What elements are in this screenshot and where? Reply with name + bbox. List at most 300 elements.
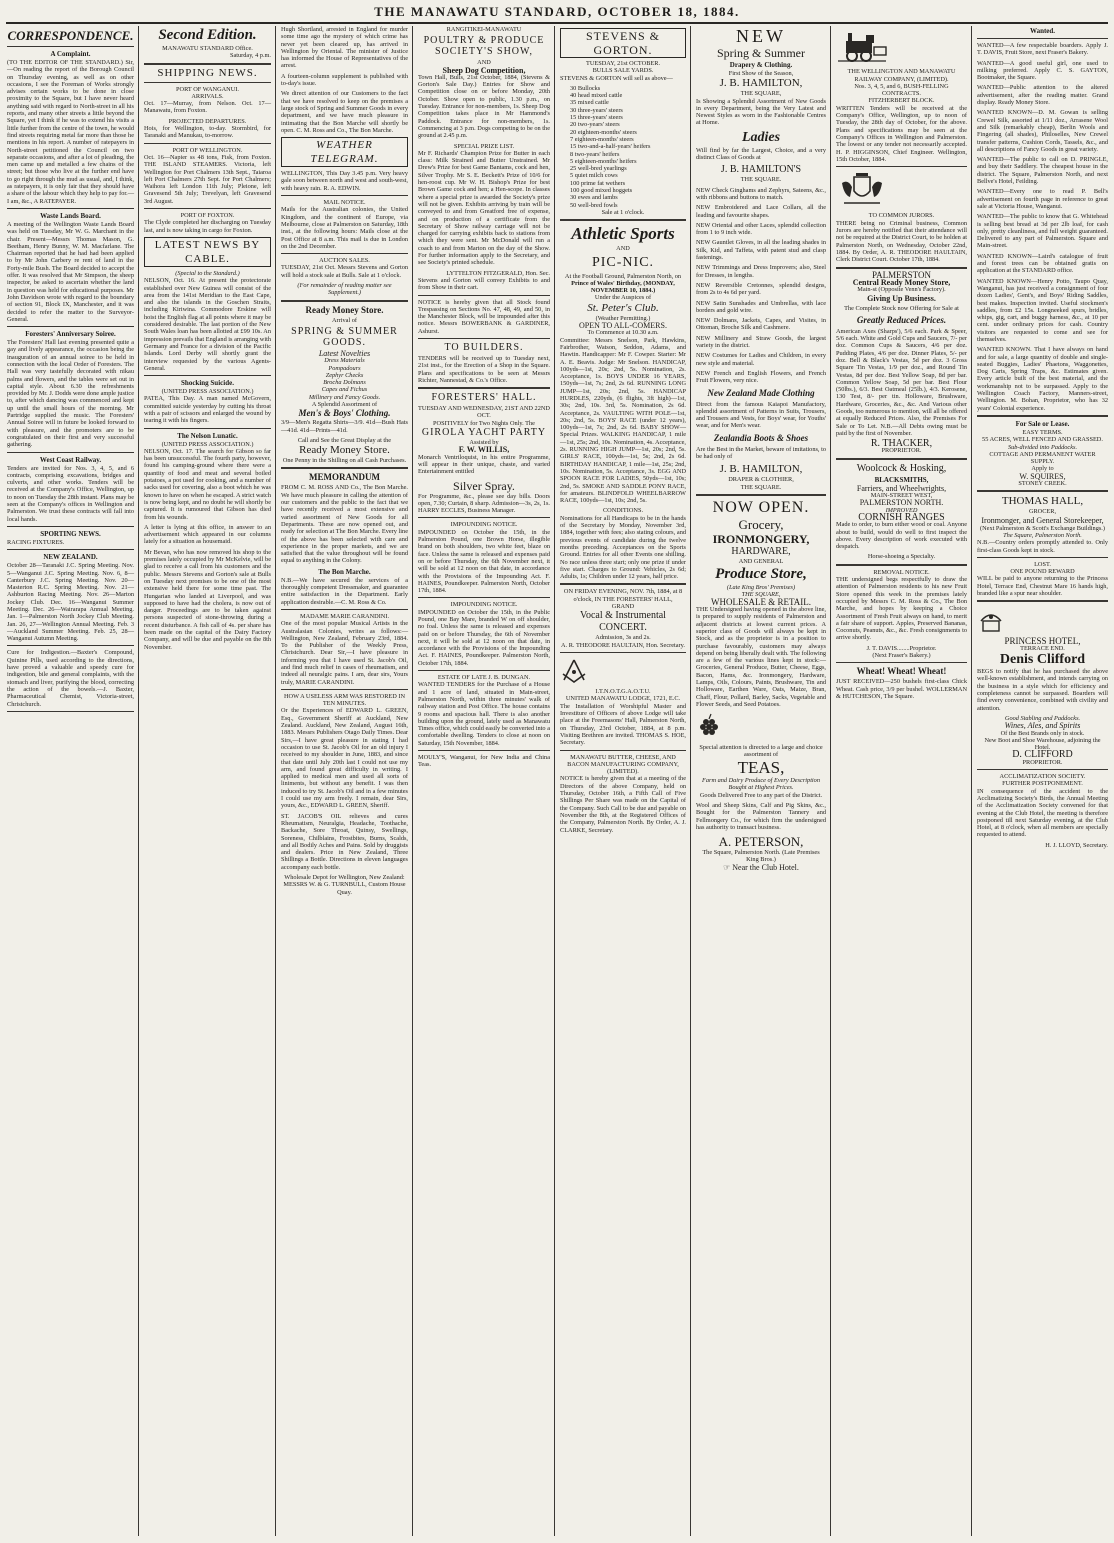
sports-where: At the Football Ground, Palmerston North, on	[564, 272, 682, 280]
list-item: NEW Check Ginghams and Zephyrs, Sateens, &c., with ribbons and buttons to match.	[696, 186, 826, 201]
list-item: 20 two-years' steers	[570, 121, 620, 129]
list-item: 50 well-bred fowls	[570, 201, 618, 209]
picnic: PIC-NIC.	[591, 254, 655, 270]
concert-admission: Admission, 3s and 2s.	[595, 634, 651, 642]
port-heading: PORT OF WANGANUI.	[176, 85, 239, 93]
article	[7, 530, 134, 550]
wool-text: Wool and Sheep Skins, Calf and Pig Skins, &c., Bought for the Palmerston Tannery and Fellmongery Co., for which firm the undersigned has authority to transact business.	[696, 802, 826, 831]
pointing-hand-icon: ☞	[723, 862, 733, 872]
nz-clothing: New Zealand Made Clothing	[707, 387, 815, 398]
prize-title: SPECIAL PRIZE LIST.	[453, 142, 515, 150]
concert-secretary: A. R. THEODORE HAULTAIN, Hon. Secretary.	[561, 641, 685, 649]
hall-nb: N.B.—Country orders promptly attended to. Only first-class Goods kept in stock.	[977, 539, 1108, 554]
boot-store: New Boot and Shoe Warehouse, adjoining the Hotel.	[984, 736, 1101, 752]
builders-text: TENDERS will be received up to Tuesday next, 21st inst., for the Erection of a Shop in the Square. Plans and specifications to be seen at Messrs Richter, Nannestad, & Co.'s Office.	[418, 354, 550, 384]
society-title: POULTRY & PRODUCE SOCIETY'S SHOW,	[423, 35, 545, 58]
memo-title: MEMORANDUM	[309, 472, 380, 483]
estate-title: ESTATE OF LATE J. B. DUNGAN.	[437, 674, 531, 682]
divider	[144, 428, 271, 429]
article	[7, 456, 134, 527]
divider	[7, 549, 134, 550]
divider	[977, 557, 1108, 558]
list-item: NEW Reversible Cretonnes, splendid designs, from 2s to 4s 6d per yard.	[696, 281, 826, 297]
accl-title: ACCLIMATIZATION SOCIETY.	[999, 773, 1086, 781]
column-rule	[830, 26, 831, 1536]
reward: ONE POUND REWARD	[1010, 568, 1075, 576]
divider	[836, 267, 967, 269]
divider	[7, 208, 134, 209]
useless-title: HOW A USELESS ARM WAS RESTORED IN TEN MINUTES.	[283, 692, 406, 708]
sports-text: Committee: Messrs Snelson, Park, Hawkins, Fairbrother, Watson, Seddon, Adams, and Hawtin. Handicapper: Mr F. Cowper. Starter: Mr A. E. Beavis. Judge: Mr Snelson. HANDICAP, 100yds—1st, 20s; 2nd, 5s. Nomination, 2s. Acceptance, 1s. BOYS UNDER 16 YEARS, 150yds—1st, 7s; 2nd, 2s 6d. RUNNING LONG JUMP—1st, 20s; 2nd, 5s. HANDICAP HURDLES, 220yds, (6 flights, 3ft high)—1st, 30s; 2nd, 10s. 3rd, 5s. Nomination, 2s 6d. Acceptance, 2s. VAULTING WITH POLE—1st, 20s; 2nd, 5s. BOYS' RACE (under 12 years), 100yds—1st, 7s; 2nd, 2s 6d. BABY SHOW—Special Prizes. WALKING HANDICAP, 1 mile—1st, 25s; 2nd, 10s. Nomination, 4s. Acceptance, 2s. RUNNING HIGH JUMP—1st, 20s; 2nd, 5s. GIRLS' RACE, 100yds—1st, 5s; 2nd, 2s 6d. BIRTHDAY HANDICAP, 1 mile—1st, 25s; 2nd, 10s. Nomination, 5s. Acceptance, 3s. EGG AND SPOON RACE FOR LADIES, 50yds—1st, 10s; 2nd, 5s. SMOKE AND SADDLE PONY RACE, for amateurs. BLINDFOLD WHEELBARROW RACE, 100yds—1st, 10s; 2nd, 5s.	[560, 336, 686, 505]
lodge-order: I.T.N.O.T.G.A.O.T.U.	[595, 688, 651, 696]
hall-spray: Silver Spray.	[453, 478, 515, 493]
madame-text: One of the most popular Musical Artists in the Australasian Colonies, writes as follows:—Wellington, New Zealand, February 23rd, 1884. To the Publisher of the Weekly Press, Christchurch. Dear Sir,—I have pleasure in informing you that I have used St. Jacob's Oil, and find much relief in cases of rheumatism, and indeed all neuralgic pains. I am, dear sirs, Yours truly, MARIE CARANDINI.	[281, 620, 408, 686]
brands: Of the Best Brands only in stock.	[1000, 729, 1085, 737]
list-item: 7 eighteen-months' steers	[570, 135, 634, 143]
lodge-text: The Installation of Worshipful Master and Investiture of Officers of above Lodge will take place at the Freemasons' Hall, Palmerston North, on Thursday, 23rd October, 1884, at 8 p.m. Visiting Brethren are invited. THOMAS S. HOE, Secretary.	[560, 702, 686, 747]
railway-title: THE WELLINGTON AND MANAWATU RAILWAY COMPANY, (LIMITED).	[847, 68, 956, 83]
produce-store: Produce Store,	[715, 566, 807, 583]
club: St. Peter's Club.	[587, 301, 659, 314]
thacker: R. THACKER,	[870, 438, 933, 450]
divider	[144, 82, 271, 83]
article-title: SPORTING NEWS.	[40, 529, 101, 538]
wines: Wines, Ales, and Spirits	[1004, 721, 1081, 731]
now-open: NOW OPEN.	[712, 498, 810, 516]
first-show: First Show of the Season,	[728, 70, 794, 77]
hall-footer: For Programme, &c., please see day bills. Doors open, 7.30; Curtain, 8 sharp. Admission—3s, 2s, 1s. HARRY ECCLES, Business Manager.	[418, 492, 550, 515]
list-item: NEW Trimmings and Dress Improvers; also, Steel for Dresses, in lengths.	[696, 264, 826, 279]
arrivals-text: Oct. 17—Murray, from Nelson. Oct. 17—Manawatu, from Foxton.	[144, 100, 271, 115]
block: FITZHERBERT BLOCK.	[868, 97, 935, 105]
jurors-title: TO COMMON JURORS.	[868, 212, 935, 220]
column-rule	[971, 26, 972, 1536]
divider	[281, 253, 408, 254]
square-line: THE SQUARE.	[740, 483, 782, 491]
terrace: TERRACE END.	[1020, 644, 1065, 652]
divider	[144, 375, 271, 376]
society-text: Town Hall, Bulls, 21st October, 1884, (Stevens & Gorton's Sale Day.) Entries for Show and Competition close on or before Monday, 20th October. Show open to public, 1.30 p.m., on Tuesday. Entrance for non-members, 1s. Sheep Dog Competition takes place in Mr Hammond's Paddock. Entrance for non-members, 1s. Commencing at 3 p.m. Dogs competing to be on the ground at 2.45 p.m.	[418, 73, 550, 140]
palmerston: PALMERSTON	[871, 269, 932, 280]
stevens-sale: BULLS SALE YARDS.	[592, 67, 654, 75]
list-item: WANTED KNOWN—Laird's catalogue of fruit and forest trees can be obtained gratis on application at the STANDARD office.	[977, 252, 1108, 275]
divider	[7, 452, 134, 453]
list-item: WANTED—The public to know that G. Whitehead is selling best bread at 3d per 2lb loaf, for cash only, pretty cleanliness, and full weight guaranteed. Delivered to any part of Palmerston. Square and Main-street.	[977, 213, 1108, 250]
lodge-title: UNITED MANAWATU LODGE, 1721, E.C.	[565, 695, 681, 703]
concert-when: ON FRIDAY EVENING, NOV. 7th, 1884, at 8 o'clock, IN THE FORESTERS' HALL,	[563, 588, 683, 603]
list-item: 5 eighteen-months' heifers	[570, 157, 637, 165]
supplement-text: A fourteen-column supplement is published with to-day's issue.	[281, 72, 408, 88]
horse: Horse-shoeing a Specialty.	[867, 553, 936, 561]
column-1	[4, 26, 137, 1538]
davis-next: (Next Fraser's Bakery.)	[872, 652, 931, 659]
date-line: Saturday, 4 p.m.	[229, 52, 271, 60]
hall-text: Monarch Ventriloquist, in his entire Programme, will appear in their unique, chaste, and varied Entertainment entitled	[418, 453, 550, 476]
divider	[696, 494, 826, 496]
list-item: 30 Bullocks	[570, 84, 601, 92]
wheat-text: JUST RECEIVED—250 bushels first-class Chick Wheat. Cash price, 3/9 per bushel. WOLLERMAN & HUTCHESON, The Square.	[836, 678, 967, 700]
conditions-title: CONDITIONS.	[602, 507, 644, 515]
giving-up: Giving Up Business.	[867, 294, 936, 304]
hall-square: The Square, Palmerston North.	[1003, 531, 1082, 539]
list-item: 30 three-years' steers	[570, 106, 623, 114]
square-line: THE SQUARE,	[740, 90, 782, 98]
hall-willis: F. W. WILLIS,	[458, 445, 510, 455]
departures-label: PROJECTED DEPARTURES.	[168, 117, 247, 125]
divider	[560, 652, 686, 653]
column-4	[415, 26, 553, 1538]
divider	[281, 689, 408, 690]
rms-name: Ready Money Store.	[299, 444, 390, 457]
letter-text: A letter is lying at this office, in answer to an advertisement which appeared in our columns lately for a situation as housemaid.	[144, 523, 271, 546]
hamiltons-name: J. B. HAMILTON'S	[720, 164, 802, 176]
near-club-text: Near the Club Hotel.	[732, 862, 799, 872]
misc-text: Mr Bevan, who has now removed his shop to the premises lately occupied by Mr McKelvie, will be glad to receive a call from his customers and the public. Messrs Stevens and Gorton's sale at Bulls on Tuesday next promises to be one of the most extensive held there for some time past. The Hungarian who landed at Liverpool, and was supposed to have had the cholera, is now out of danger. Proceedings are to be taken against persons suspected of stone-throwing during a recent disturbance. A fish call of 4s. per share has been made on the capital of the Dairy Factory Company, and will be due and payable on the 8th November.	[144, 548, 271, 651]
hamilton-name: J. B. HAMILTON,	[719, 463, 803, 476]
grapes-icon	[696, 713, 724, 739]
stevens-date: TUESDAY, 21st OCTOBER.	[585, 60, 661, 67]
weather-text: WELLINGTON, This Day 3.45 p.m. Very heavy gale soon between north and west and south-west, with heavy rain. R. A. EDWIN.	[281, 170, 408, 192]
port-heading: PORT OF WELLINGTON.	[172, 146, 243, 154]
divider	[144, 63, 271, 65]
list-item: WANTED—The public to call on D. PRINGLE, and buy their Saddlery. The cheapest house in the district. The Square, Palmerston North, and next Bellve's Hotel, Feilding.	[977, 156, 1108, 186]
hall-dates: TUESDAY AND WEDNESDAY, 21ST AND 22ND OCT.	[418, 405, 550, 420]
divider	[418, 670, 550, 671]
list-item: 30 ewes and lambs	[570, 194, 618, 202]
list-item: WANTED—Every one to read P. Bell's advertisement on fourth page in reference to great sale at Victoria House, Wanganui.	[977, 188, 1108, 210]
subdivided: Sub-divided into Paddocks.	[1007, 443, 1078, 451]
cornish: CORNISH RANGES	[858, 511, 945, 523]
rms-call: Call and See the Great Display at the	[297, 436, 392, 444]
boots-heading: Zealandia Boots & Shoes	[713, 432, 809, 443]
davis: J. T. DAVIS........Proprietor.	[866, 644, 937, 652]
stevens-title: STEVENS & GORTON.	[560, 28, 686, 58]
removal-title: REMOVAL NOTICE.	[873, 568, 930, 576]
article	[7, 649, 134, 711]
hall-party: GIROLA YACHT PARTY	[421, 427, 547, 439]
divider	[836, 662, 967, 663]
divider	[560, 750, 686, 751]
auction-note: (For remainder of reading matter see Supplement.)	[297, 282, 392, 297]
article-text: Tenders are invited for Nos. 3, 4, 5, and 6 contracts, comprising excavations, bridges and culverts, and other works. Tenders will be received at the Company's Office, Wellington, up to noon on Tuesday the 28th instant. Plans may be seen at the Company's offices in Wellington and Palmerston. We trust these contracts will fall into local hands.	[7, 464, 134, 523]
col1-articles	[7, 50, 134, 712]
clifford-text: BEGS to notify that he has purchased the above well-known establishment, and intends carrying on the business in a style which for efficiency and completeness cannot be surpassed. Boarders will find every convenience, combined with civility and attention.	[977, 668, 1108, 712]
lunatic-text: NELSON, Oct. 17. The search for Gibson so far has been unsuccessful. The fourth party, however, found his camping-ground where there were a quantity of food and meat and several boiled potatoes, a pot used for cooking, and a number of sacks used for covering, also a boot which he was known to have on when he escaped. A strict watch is now being kept, and no doubt he will shortly be captured. It is rumoured that Gibson has died from his wounds.	[144, 447, 271, 521]
column-3	[278, 26, 411, 1538]
port-text: The Clyde completed her discharging on Tuesday last, and is now taking in cargo for Foxton.	[144, 219, 271, 234]
column-8	[974, 26, 1111, 1538]
weather-title: WEATHER TELEGRAM.	[281, 137, 408, 167]
memo-text: FROM C. M. ROSS AND Co., The Bon Marche. We have much pleasure in calling the attention of our customers and the public to the fact that we have recently received a most extensive and varied assortment of New Goods for all Departments. These are now opened out, and ready for selection at The Bon Marche. Every line of the above has been selected with care and experience in the proper markets, and we are satisfied that the value throughout will be found equal to anything in the Colony.	[281, 484, 408, 565]
grocery: Grocery,	[738, 516, 784, 532]
removal-text: THE undersigned begs respectfully to draw the attention of Palmerston residents to his new Fruit Store opened this week in the premises lately occupied by Messrs C. M. Ross & Co., The Bon Marche, and hopes by keeping a Choice Assortment of Fresh Fruit always on hand, to merit a fair share of support. Apples, Preserved Bananas, Coconuts, Peanuts, &c., &c. Fresh consignments to arrive shortly.	[836, 576, 967, 642]
rms-novelties: Latest Novelties	[318, 348, 371, 358]
peterson-text: THE Undersigned having opened in the above line, is prepared to supply residents of Palmerston and adjacent districts at lowest current prices. A superior class of Goods will always be kept in Stock, and as the proprietor is in a position to purchase favourably, customers may always depend on being liberally dealt with. The following are a few of the various lines kept in stock:—Groceries, General Produce, Butter, Cheese, Eggs, Bacon, Hams, &c. Ironmongery, Hardware, Lamps, Oils, Colours, Paints, Brushware, Tin and Holloware, Earthen Ware, Oats, Maize, Bran, Chaff, Flour, Pollard, Barley, Sacks, Vegetable and Flower Seeds, and Seed Potatoes.	[696, 606, 826, 708]
list-item: NEW French and English Flowers, and French Fruit Flowers, very nice.	[696, 369, 826, 385]
spring-heading: Spring & Summer	[716, 46, 805, 60]
column-7	[833, 26, 970, 1538]
article	[7, 50, 134, 209]
article-text: The Foresters' Hall last evening presented quite a gay and lively appearance, the occasion being the inauguration of an annual soiree to be held in connection with the local Order of Foresters. The Hall was very tastefully decorated with nikau palms and flowers, and the tables were set out in capital style. About 6.30 the refreshments provided by Mr. J. Dodds were done ample justice to, after which dancing was commenced and kept up until the small hours of the morning. Mr Partridge supplied the music. The Foresters' Annual Soiree will in future be looked forward to with pleasure, and the promoters are to be congratulated on their first and very successful gathering.	[7, 339, 134, 449]
lunatic-sub: (UNITED PRESS ASSOCIATION.)	[161, 440, 254, 448]
woolcock: Woolcock & Hosking,	[856, 462, 947, 474]
square-line: THE SQUARE,	[741, 591, 781, 599]
list-item: NEW Embroidered and Lace Collars, all the leading and favourite shapes.	[696, 204, 826, 219]
delivered: Goods Delivered Free to any part of the District.	[699, 791, 823, 799]
article-title: A Complaint.	[50, 50, 91, 58]
divider	[7, 645, 134, 646]
conditions-text: Nominations for all Handicaps to be in the hands of the Secretary by Monday, November 3rd, 1884, together with fees; also stating colours, and previous events of candidate during the twelve months preceding. Acceptances on the Sports Ground. Entries for all other Events one shilling. No race unless three start; only one prize if under five start. Charges to Ground: Vehicles, 2s 6d; Adults, 1s; Children under 12 years, half price.	[560, 514, 686, 581]
hall-next: (Next Palmerston & Scott's Exchange Buildings.)	[980, 524, 1105, 532]
list-item: 25 well-bred yearlings	[570, 165, 627, 173]
masonic-emblem-icon	[560, 658, 588, 684]
impound-title: IMPOUNDING NOTICE.	[450, 601, 518, 609]
second-edition-heading: Second Edition.	[158, 27, 257, 43]
hamilton-name: J. B. HAMILTON,	[719, 77, 803, 90]
intro-text: Hugh Shortland, arrested in England for murder some time ago the mystery of which crime has never yet been cleared up, has arrived in Wellington by Oriental. The minister of Justice has informed the House of Representatives of the arrest.	[281, 26, 408, 70]
divider	[144, 143, 271, 144]
departures-text: Hois, for Wellington, to-day. Stormbird, for Taranaki and Manukau, to-morrow.	[144, 125, 271, 140]
auction-title: AUCTION SALES.	[319, 257, 370, 265]
lost: LOST.	[1034, 560, 1051, 568]
bon-text: N.B.—We have secured the services of a thoroughly competent Dressmaker, and guarantee entire satisfaction in the Department. Early application desirable.—C. M. Ross & Co.	[281, 576, 408, 606]
madame-title: MADAME MARIE CARANDINI.	[299, 612, 390, 620]
rms-arrival: Arrival of	[331, 316, 357, 324]
reward-text: WILL be paid to anyone returning to the Princess Hotel, Terrace End, Chestnut Mare 16 hands high, branded like a spur near shoulder.	[977, 575, 1108, 597]
railway-text: WRITTEN Tenders will be received at the Company's Office, Wellington, up to noon of Tuesday, the 28th day of October, for the above. Plans and specifications may be seen at the Company's Offices in Wellington and Palmerston. The lowest or any tender not necessarily accepted. H. P. HIGGINSON, Chief Engineer. Wellington, 15th October, 1884.	[836, 104, 967, 163]
society-sheep: Sheep Dog Competition,	[442, 65, 526, 75]
secretary: LYTTELTON FITZGERALD, Hon. Sec.	[446, 269, 550, 277]
locomotive-icon	[836, 29, 888, 63]
crms-main: Main-st (Opposite Venn's Factory).	[857, 286, 946, 294]
list-item: Millinery and Fancy Goods.	[308, 393, 381, 401]
shipping-title: SHIPPING NEWS.	[157, 66, 258, 79]
divider	[7, 46, 134, 47]
suicide-sub: (UNITED PRESS ASSOCIATION.)	[161, 388, 254, 396]
list-item: Brocha Dolmans	[323, 379, 366, 387]
list-item: 40 head mixed cattle	[570, 92, 623, 100]
suicide-title: Shocking Suicide.	[181, 379, 234, 388]
impound-text: IMPOUNDED on October the 15th, in the Palmerston Pound, one Brown Horse, illegible brand on both shoulders, two white feet, blaze on face. Unless the same is released and expenses paid on or before Thursday, the 6th November next, it will be sold at 12 noon on that date, in accordance with the Provisions of the Impounding Act. F. HAINES, Poundkeeper. Palmerston North, October 17th, 1884.	[418, 528, 550, 595]
port-heading: PORT OF FOXTON.	[180, 212, 235, 220]
farriers: Farriers, and Wheelwrights,	[856, 483, 947, 493]
easy-terms: EASY TERMS.	[1022, 428, 1063, 436]
apply: Apply to	[1031, 465, 1054, 473]
commence: To Commence at 10.30 a.m.	[587, 329, 659, 337]
stock-list	[560, 85, 686, 209]
divider	[418, 750, 550, 751]
society-head: RANGITIKEI-MANAWATU	[446, 26, 522, 33]
list-item: WANTED KNOWN—D. M. Gowan is selling Crewel Silk, assorted at 1/11 doz., Arrasene Wool and Silk (remarkably cheap), Berlin Wools and Fingering (all shades), Philoselles, New Crewel transfer patterns, Cushion Cords, Tassels, &c., and all descriptions of Fancy Goods in great variety.	[977, 109, 1108, 153]
list-item: 15 two-and-a-half-years' heifers	[570, 143, 651, 151]
list-item: NEW Costumes for Ladies and Children, in every new style and material.	[696, 352, 826, 367]
square-line: THE SQUARE.	[740, 176, 782, 184]
list-item: WANTED KNOWN—Henry Potto, Taupo Quay, Wanganui, has just received a consignment of four dozen Ladies', Gent's, and Boys' Riding Saddles, best makes. Inspection invited. Useful stockmen's saddles, from £2 15s. Longneeked spurs, bridles, whips, gig, cart, and buggy harness, &c., at 10 per cent. under ordinary prices for cash. Country visitors are requested to come and see for themselves.	[977, 277, 1108, 343]
divider	[977, 38, 1108, 39]
society-and: AND	[477, 59, 491, 67]
column-rule	[554, 26, 555, 1536]
ironmongery: IRONMONGERY,	[712, 531, 810, 546]
prize-text: Mr F. Richards' Champion Prize for Butter in each class: Milk Strained and Butter Unstrained. Mr Drew's Prize for best Game Bantams, cock and hen, Silver Trophy. Mr S. E. Beckett's Prize of 10/6 for hen-roost cup. Mr W. H. Bishop's Prize for best Brown Game cock and hen; a Hen-scope. In classes where a special prize is awarded the Society's prize will not be given. Exhibits arriving by train will be conveyed to and from Greatford free of expense, and on production of a certificate from the Secretary of Show railway carriage will not be charged for carrying exhibits back to stations from which they were sent. Mr McDonald will run a coach to and from Marton on the day of the Show. For further information apply to the Secretary, and see Society's printed schedule.	[418, 149, 550, 267]
late-premises: (Late King Bros' Premises)	[726, 584, 796, 592]
cable-title: LATEST NEWS BY CABLE.	[144, 237, 271, 267]
peterson-name: A. PETERSON,	[718, 834, 804, 850]
article-text: October 28—Taranaki J.C. Spring Meeting. Nov. 5—Wanganui J.C. Spring Meeting. Nov. 6, 8—Canterbury J.C. Spring Meeting. Nov. 20—Masterton R.C. Spring Meeting. Nov. 21—Ashburton Racing Meeting. Nov. 26—Marton Jockey Club. Dec. 16—Wanganui Summer Meeting. Dec. 26—Wairarapa Annual Meeting. Jan. 1—Palmerston North Jockey Club Meeting. Jan. 26, 27—Wellington Annual Meeting. Feb. 3—Auckland Summer Meeting. Feb. 25, 28—Wanganui Autumn Meeting.	[7, 562, 134, 643]
divider	[7, 711, 134, 712]
article-title: Waste Lands Board.	[40, 211, 101, 220]
arrivals-label: ARRIVALS.	[191, 92, 224, 100]
trespass-text: NOTICE is hereby given that all Stock found Trespassing on Sections No. 47, 48, 49, and 50, in the Manchester Block, will be impounded after this notice. Messrs BOWERBANK & GARDINER, Ashurst.	[418, 298, 550, 335]
depot: Wholesale Depot for Wellington, New Zealand:	[284, 874, 405, 882]
weather-permitting: (Weather Permitting.)	[595, 314, 651, 322]
main-west: MAIN-STREET WEST,	[870, 492, 933, 500]
column-2	[141, 26, 274, 1538]
mail-title: MAIL NOTICE.	[323, 199, 366, 207]
squires: W. SQUIRES,	[1019, 471, 1066, 481]
palm-north: PALMERSTON NORTH.	[859, 498, 944, 508]
rms-list	[281, 357, 408, 401]
ladies-heading: Ladies	[741, 129, 781, 145]
divider	[977, 415, 1108, 417]
list-item: 35 mixed cattle	[570, 99, 609, 107]
hardware: HARDWARE,	[731, 545, 791, 557]
and-general: AND GENERAL	[738, 557, 784, 565]
column-rule	[412, 26, 413, 1536]
drapery-heading: Drapery & Clothing.	[729, 61, 793, 69]
column-rule	[690, 26, 691, 1536]
rms-shirts: 3/9—Men's Regatta Shirts—3/9. 41d—Bush Hats—41d. 41d—Prints—41d.	[281, 419, 408, 434]
divider	[7, 526, 134, 527]
near-club	[696, 864, 826, 871]
divider	[418, 517, 550, 518]
divider	[977, 490, 1108, 492]
impound-title: IMPOUNDING NOTICE.	[450, 521, 518, 529]
reduced-prices: Greatly Reduced Prices.	[856, 314, 947, 325]
list-item: WANTED—Public attention to the altered advertisement, after the reading matter. Grand display. Ready Money Store.	[977, 84, 1108, 107]
princess: PRINCESS HOTEL,	[1004, 635, 1081, 646]
divider	[7, 326, 134, 327]
divider	[977, 600, 1108, 602]
d-clifford: D. CLIFFORD	[1012, 749, 1073, 761]
cable-text: NELSON, Oct. 16. At present the protectorate established over New Guinea will consist of the area from the 141st Meridian to the East Cape, and also the islands in the Goschen Straits, including Kiriwina. Commodore Erskine will hoist the English flag at all points where it may be considered desirable. The last portion of the New South Wales loan has been allotted at £99 10s. An impression prevails that England is arranging with Germany and France for a division of the Pacific Islands. Lord Derby will shortly grant the interview requested by the various Agents-General.	[144, 277, 271, 372]
grocer: GROCER,	[1028, 508, 1057, 516]
peterson-address: The Square, Palmerston North. (Late Premises King Bros.)	[702, 849, 820, 864]
accl-text: IN consequence of the accident to the Acclimatizing Society's Birds, the Annual Meeting of the Acclimatization Society convened for that evening at the Club Hotel, the meeting is therefore postponed till next Saturday evening, at the Club Hotel, at 8 o'clock, when all members are specially requested to attend.	[977, 787, 1108, 839]
farm-produce: Farm and Dairy Produce of Every Description Bought at Highest Prices.	[702, 777, 820, 792]
article-text: A meeting of the Wellington Waste Lands Board was held on Tuesday, Mr W. G. Marchant in the chair. Present—Messrs Thomas Mason, G. Beetham, Henry Bunny, W. M. Macfarlane. The Chairman reported that he had had been applied to by Mr John Carbery re rent of land in the Forty-mile Bush. The Board decided to accept the offer. It was resolved that Mr Simpson, the sheep inspector, be asked to ascertain whether the land in question was held for educational purposes. Mr John Davidson wrote with regard to the boundary of section 91, Block IX, Manchester, and it was decided to refer the matter to the Surveyor-General.	[7, 220, 134, 323]
list-item: Zephyr Checks	[325, 371, 364, 379]
crms-title: Central Ready Money Store,	[852, 277, 951, 287]
bon-title: The Bon Marche.	[318, 567, 371, 576]
article-text: (TO THE EDITOR OF THE STANDARD.) Sir,—On reading the report of the Borough Council on Thursday evening, as well as on other occasions, I see the Foreman of Works strongly advises certain works to be done in close proximity to the Square, but I have never heard anything said with regard to North-street in all his reports, and many other streets a little beyond the Square, yet I think if he was to extend his visits a little further from the centre of the town, he would find streets requiring metal far more than those he mentions in his report. A number of ratepayers in North-street petitioned the Council on two separate occasions, and after a lot of pleading, the men came up and metalled a few chains of the street; but those who live at the further end have to go right through the mud as usual, and, I think, as ratepayers, it is only fair that they should have a share of the labour which they help to pay for.—I am, &c., A RATEPAYER.	[7, 59, 134, 205]
cottage: COTTAGE AND PERMANENT WATER SUPPLY.	[989, 450, 1096, 466]
divider	[418, 338, 550, 339]
column-rule	[275, 26, 276, 1536]
sale-time: Sale at 1 o'clock.	[601, 208, 645, 216]
divider	[281, 609, 408, 610]
divider	[836, 564, 967, 566]
list-item: NEW Gauntlet Gloves, in all the leading shades in Silk, Kid, and Taffeta, with patent stud and clasp fastenings.	[696, 239, 826, 262]
rms-clothing: Men's & Boys' Clothing.	[298, 408, 391, 419]
crms-text: American Axes (Sharps'), 5/6 each. Park & Speer, 5/6 each. White and Gold Cups and Saucers, 7/- per doz. Common Cups & Saucers, 4/6 per doz. Pudding Plates, 4/6 per doz. Dinner Plates, 5/- per doz. Bell & Black's Vestas, 5d per doz. 3 Gross Square Tin Vestas, 1/9 per doz., and Round Tin Vestas, 8d per doz. Best Yellow Soap, 8d per bar. Common Yellow Soap, 5d per bar. Best Flour (50lbs.), 6/3. Best Oatmeal (25lb.), 4/3. Kerosene, 130 Test, 8/- per tin. Holloware, Brushware, Hardware, Groceries, &c., &c. And Various other Goods, too numerous to mention, will all be offered at equally Reduced Prices. Also, the Premises For Sale or To Let. N.B.—All Debts owing must be paid by the first of November.	[836, 327, 967, 437]
article-title: NEW ZEALAND.	[43, 553, 98, 562]
notice-text: We direct attention of our Customers to the fact that we have resolved to keep on the premises a large stock of Spring and Summer Goods in every department, and we have much pleasure in intimating that the Bon Marche will shortly be open. C. M. Ross and Co., The Bon Marche.	[281, 90, 408, 134]
ladies-text: Will find by far the Largest, Choice, and a very distinct Class of Goods at	[696, 146, 826, 162]
concert-grand: GRAND	[611, 603, 635, 610]
list-item: 100 good mixed hoggets	[570, 187, 633, 195]
list-item: WANTED—A few respectable boarders. Apply J. T. DAVIS, Fruit Store, next Fraser's Bakery.	[977, 42, 1108, 57]
suicide-text: PATEA, This Day. A man named McGovern, committed suicide yesterday by cutting his throat with a pair of scissors and enlarged the wound by tearing it with his fingers.	[144, 395, 271, 425]
hamilton-intro: Is Showing a Splendid Assortment of New Goods in every Department, being the Very Latest and Newest Styles as worn in the Fashionable Centres at Home.	[696, 97, 826, 127]
sports-date: Prince of Wales' Birthday, (MONDAY, NOVEMBER 10, 1884.)	[571, 279, 675, 295]
list-item: Pompadours	[328, 364, 361, 372]
stabling: Good Stabling and Paddocks.	[1004, 714, 1081, 722]
clifford: Denis Clifford	[999, 652, 1086, 668]
column-5	[557, 26, 689, 1538]
impound-text: IMPOUNDED on October the 15th, in the Public Pound, one Bay Mare, branded W on off shoulder, no foal. Unless the same is released and expenses paid on or before Thursday, the 6th of November next, it will be sold at 12 noon on that date, in accordance with the Provisions of the Impounding Act. F. HAINES, Poundkeeper. Palmerston North, October 17th, 1884.	[418, 608, 550, 667]
list-item: NEW Dolmans, Jackets, Capes, and Visites, in Ottoman, Broche Silk and Cashmere.	[696, 317, 826, 332]
improved: IMPROVED	[885, 506, 918, 514]
article	[7, 212, 134, 327]
divider	[418, 387, 550, 389]
masthead: THE MANAWATU STANDARD, OCTOBER 18, 1884.	[374, 4, 740, 19]
auspices: Under the Auspices of	[594, 294, 652, 302]
rms-penny: One Penny in the Shilling on all Cash Purchases.	[282, 457, 407, 465]
list-item: 15 three-years' steers	[570, 114, 623, 122]
divider	[836, 458, 967, 460]
wanted-title: Wanted.	[1029, 27, 1056, 35]
cornish-text: Made to order, to burn either wood or coal. Anyone about to build, would do well to first inspect the above. Every description of work executed with despatch.	[836, 521, 967, 551]
correspondence-heading: CORRESPONDENCE.	[7, 28, 134, 43]
auction-text: TUESDAY, 21st Oct. Messrs Stevens and Gorton will hold a stock sale at Bulls. Sale at 1 o'clock.	[281, 264, 408, 279]
hall-pos: POSITIVELY for Two Nights Only. The	[433, 419, 535, 427]
acres: 55 ACRES, WELL FENCED AND GRASSED.	[982, 436, 1103, 444]
divider	[144, 208, 271, 209]
article-text: Cure for Indigestion.—Baxter's Compound, Quinine Pills, used according to the directions, have proved a valuable and speedy cure for indigestion, bile and general complaints, with the stomach and liver, purifying the blood, correcting the action of the bowels.—J. Baxter, Pharmaceutical Chemist, Victoria-street, Christchurch.	[7, 649, 134, 708]
postponement: FURTHER POSTPONEMENT.	[1002, 780, 1083, 788]
article	[7, 330, 134, 452]
royal-crest-icon	[836, 173, 888, 207]
column-rule	[138, 26, 139, 1536]
useless-text: Or the Experiences of EDWARD L. GREEN, Esq., Government Sheriff at Auckland, New Zealand. Auckland, New Zealand, August 16th, 1883. Messrs Publishers Otago Daily Times. Dear Sirs,—I have great pleasure in stating I had occasion to use St. Jacob's Oil for an old injury I received to my shoulder in June, 1883, and since that date until July 20th last I could not use my arm, and found great difficulty in writing. I applied to medical men and used all sorts of liniments, but without any benefit. I was then induced to try St. Jacob's Oil and in a few minutes I could use my arm freely. I remain, dear Sirs, yours, &c., EDWARD L. GREEN, Sheriff.	[281, 707, 408, 810]
wanted-list	[977, 42, 1108, 412]
list-item: NEW Millinery and Straw Goods, the largest variety in the district.	[696, 334, 826, 350]
list-item: 8 two-years' heifers	[570, 150, 620, 158]
cable-sub: (Special to the Standard.)	[175, 269, 240, 277]
list-item: Dress Materials	[324, 357, 365, 365]
stevens-line: Stevens and Gorton will convey Exhibits to and from Show in their cart.	[418, 276, 550, 292]
hall-title: FORESTERS' HALL.	[431, 392, 537, 404]
sports-and: AND	[616, 245, 630, 253]
for-sale-title: For Sale or Lease.	[1015, 419, 1070, 428]
divider	[560, 219, 686, 221]
list-item: NEW Oriental and other Laces, splendid collection from 1 to 9 inch wide.	[696, 221, 826, 237]
divider	[418, 597, 550, 598]
column-6	[693, 26, 829, 1538]
lunatic-title: The Nelson Lunatic.	[177, 431, 238, 440]
moulys: MOULY'S, Wanganui, for New India and China Teas.	[418, 754, 550, 769]
divider	[836, 166, 967, 167]
railway-nos: Nos. 3, 4, 5, and 6, BUSH-FELLING CONTRACTS.	[854, 82, 949, 98]
builders-title: TO BUILDERS.	[444, 341, 524, 353]
list-item: 100 prime fat wethers	[570, 179, 626, 187]
hall-name: THOMAS HALL,	[1001, 495, 1084, 508]
hotel-emblem-icon	[977, 607, 1005, 633]
stjacobs-text: ST. JACOB'S OIL relieves and cures Rheumatism, Neuralgia, Headache, Toothache, Backache, Sore Throat, Quinsy, Swellings, Soreness, Chilblains, Frostbites, Burns, Scalds, and all Bodily Aches and Pains. Sold by druggists and dealers. Price in New Zealand, Three Shillings a Bottle. Directions in eleven languages accompany each bottle.	[281, 812, 408, 871]
sports-title: Athletic Sports	[571, 224, 675, 244]
stevens-intro: STEVENS & GORTON will sell as above—	[560, 74, 673, 82]
divider	[560, 583, 686, 585]
